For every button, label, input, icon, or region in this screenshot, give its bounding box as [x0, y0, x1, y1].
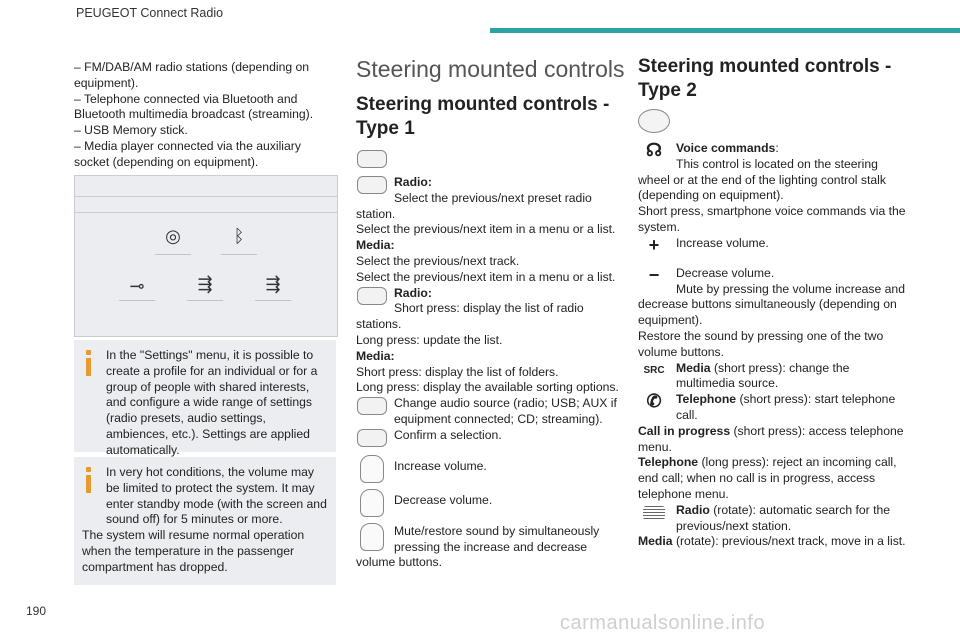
steering-wheel-icon	[638, 109, 670, 133]
control-item: − Decrease volume. Mute by pressing the volume increase and decrease buttons simultaneously (depending on equipment). Restore the sound by pressing one of the two volume buttons.	[638, 264, 905, 359]
info-note	[74, 457, 336, 585]
volume-up-icon	[360, 455, 384, 483]
mute-icon	[360, 523, 384, 551]
control-item: Confirm a selection.	[356, 428, 628, 452]
intro-line: – Telephone connected via Bluetooth and Bluetooth multimedia broadcast (streaming).	[74, 91, 314, 122]
source-button-icon	[357, 397, 387, 415]
phone-icon: ✆	[646, 391, 662, 412]
intro-line: – USB Memory stick.	[74, 123, 188, 138]
list-button-icon	[357, 287, 387, 305]
subsection-title: Steering mounted controls - Type 1	[356, 94, 610, 139]
control-item: Radio: Short press: display the list of radio stations. Long press: update the list. Media: Short press: display the list of folders. Long press: display the available sorting options.	[356, 285, 619, 395]
panel-divider	[75, 212, 337, 213]
cable-connector-icon: ⊸	[129, 276, 145, 296]
note-text: In the "Settings" menu, it is possible to create a profile for an individual or for a group of people with shared interests, and configure a wide range of settings (radio presets, audio settings, ambiences, etc.). Settings are applied automatically.	[106, 348, 318, 457]
volume-down-icon	[360, 489, 384, 517]
thumbwheel-icon	[643, 506, 665, 520]
steering-control-icon	[357, 150, 387, 168]
intro-line: – FM/DAB/AM radio stations (depending on equipment).	[74, 60, 310, 90]
column-1	[74, 60, 339, 171]
bluetooth-icon: ᛒ	[233, 226, 245, 246]
control-illustration	[356, 149, 628, 171]
page-number: 190	[26, 604, 47, 618]
column-3	[638, 55, 906, 550]
plus-icon: +	[648, 234, 660, 255]
watermark: carmanualsonline.info	[560, 612, 766, 634]
seek-buttons-icon	[357, 176, 387, 194]
control-item: Radio (rotate): automatic search for the previous/next station. Media (rotate): previous/next track, move in a list.	[638, 502, 906, 549]
usb-bluetooth-illustration	[74, 175, 338, 337]
panel-divider	[75, 196, 337, 197]
src-icon: SRC	[643, 364, 665, 376]
control-item: SRC Media (short press): change the multimedia source.	[643, 360, 850, 391]
section-title: Steering mounted controls	[356, 56, 625, 82]
control-item: Increase volume.	[356, 456, 628, 486]
control-item: Mute/restore sound by simultaneously pressing the increase and decrease volume buttons.	[356, 523, 600, 570]
control-item: ☊ Voice commands: This control is located on the steering wheel or at the end of the lighting control stalk (depending on equipment). Short press, smartphone voice commands via the system.	[638, 140, 906, 234]
voice-command-icon: ☊	[646, 140, 662, 161]
usb-icon: ⇶	[197, 274, 213, 294]
note-text: In very hot conditions, the volume may be limited to protect the system. It may enter standby mode (with the screen and sound off) for 5 minutes or more.	[106, 465, 327, 527]
column-2	[356, 55, 628, 571]
control-illustration	[638, 111, 906, 137]
header-accent-bar	[490, 28, 960, 33]
usb-icon: ⇶	[265, 274, 281, 294]
control-item: ✆ Telephone (short press): start telephone call. Call in progress (short press): access telephone menu. Telephone (long press): reject an incoming call, end call; when no call is in progress, access telephone menu.	[638, 391, 904, 501]
confirm-button-icon	[357, 429, 387, 447]
subsection-title: Steering mounted controls - Type 2	[638, 56, 892, 101]
info-icon	[86, 350, 91, 376]
running-header: PEUGEOT Connect Radio	[76, 6, 224, 20]
info-note	[74, 340, 336, 457]
note-text: The system will resume normal operation when the temperature in the passenger compartment has dropped.	[82, 528, 305, 574]
minus-icon: −	[648, 264, 660, 285]
control-item: Radio: Select the previous/next preset radio station. Select the previous/next item in a menu or a list. Media: Select the previous/next track. Select the previous/next item in a menu or a list.	[356, 175, 616, 284]
info-icon	[86, 467, 91, 493]
intro-line: – Media player connected via the auxiliary socket (depending on equipment).	[74, 138, 301, 169]
control-item: + Increase volume.	[648, 234, 769, 255]
control-item: Change audio source (radio; USB; AUX if equipment connected; CD; streaming).	[356, 396, 628, 428]
control-item: Decrease volume.	[356, 490, 628, 520]
aux-socket-icon: ◎	[165, 226, 181, 246]
